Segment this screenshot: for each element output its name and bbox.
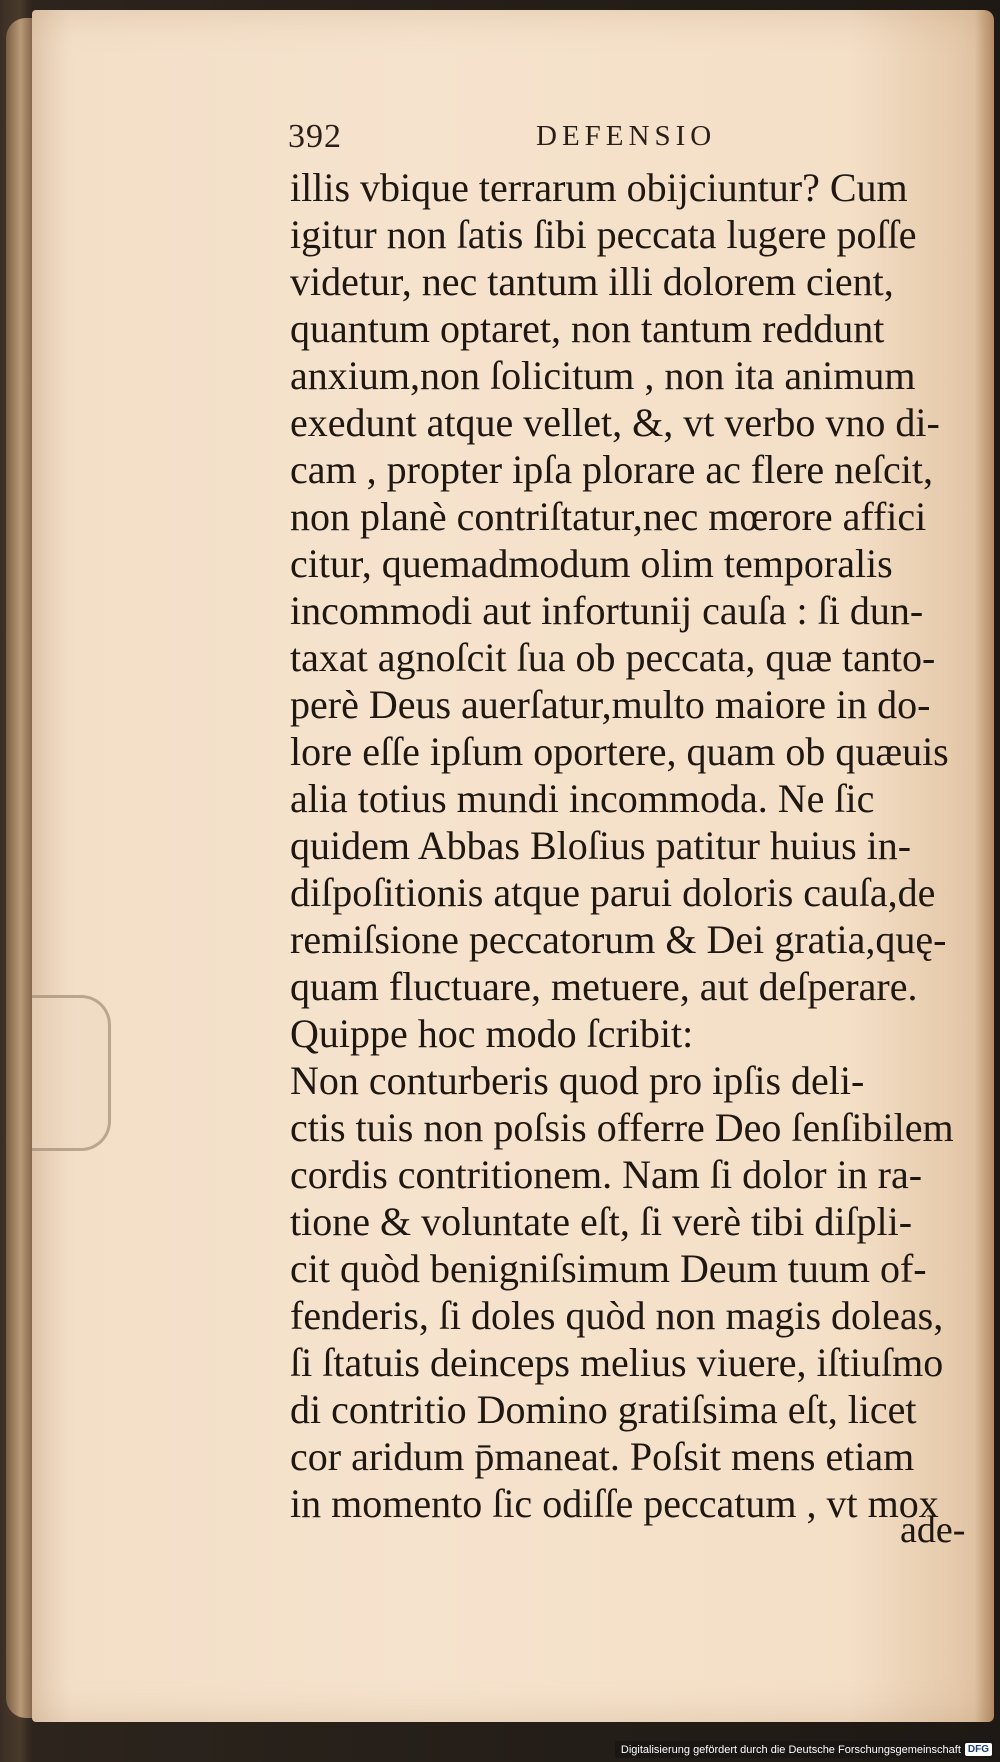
text-line: non planè contriſtatur,nec mœrore affici (290, 494, 927, 539)
text-line: illis vbique terrarum obijciuntur? Cum (290, 165, 908, 210)
digitization-credit (615, 1741, 994, 1758)
body-text (290, 164, 980, 1527)
text-line: incommodi aut infortunij cauſa : ſi dun- (290, 588, 924, 633)
text-line: ctis tuis non poſsis offerre Deo ſenſibilem (290, 1105, 954, 1150)
credit-text: Digitalisierung gefördert durch die Deutsche Forschungsgemeinschaft (620, 1743, 961, 1756)
text-line: anxium,non ſolicitum , non ita animum (290, 353, 916, 398)
text-line: exedunt atque vellet, &, vt verbo vno di- (290, 400, 940, 445)
text-line: cordis contritionem. Nam ſi dolor in ra- (290, 1152, 923, 1197)
catchword: ade- (900, 1509, 966, 1551)
dfg-logo: DFG (965, 1743, 992, 1756)
text-line: perè Deus auerſatur,multo maiore in do- (290, 682, 931, 727)
text-line: cam , propter ipſa plorare ac flere neſcit, (290, 447, 933, 492)
text-line: quidem Abbas Bloſius patitur huius in- (290, 823, 912, 868)
text-line: ſi ſtatuis deinceps melius viuere, iſtiuſmo (290, 1340, 944, 1385)
text-line: di contritio Domino gratiſsima eſt, licet (290, 1387, 917, 1432)
text-line: quam fluctuare, metuere, aut deſperare. (290, 964, 918, 1009)
text-line: quantum optaret, non tantum reddunt (290, 306, 885, 351)
text-line: remiſsione peccatorum & Dei gratia,quę- (290, 917, 947, 962)
text-line: videtur, nec tantum illi dolorem cient, (290, 259, 894, 304)
text-line: in momento ſic odiſſe peccatum , vt mox (290, 1481, 939, 1526)
page-clip (32, 995, 111, 1151)
text-line: citur, quemadmodum olim temporalis (290, 541, 893, 586)
text-line: igitur non ſatis ſibi peccata lugere poſſe (290, 212, 917, 257)
text-line: cit quòd benigniſsimum Deum tuum of- (290, 1246, 927, 1291)
text-line: fenderis, ſi doles quòd non magis doleas, (290, 1293, 944, 1338)
page-number: 392 (288, 118, 342, 155)
text-line: Quippe hoc modo ſcribit: (290, 1011, 694, 1056)
page-header (288, 118, 908, 158)
text-line: cor aridum p̄maneat. Poſsit mens etiam (290, 1434, 915, 1479)
text-line: taxat agnoſcit ſua ob peccata, quæ tanto- (290, 635, 936, 680)
text-line: Non conturberis quod pro ipſis deli- (290, 1058, 865, 1103)
text-line: tione & voluntate eſt, ſi verè tibi diſpli- (290, 1199, 913, 1244)
text-line: alia totius mundi incommoda. Ne ſic (290, 776, 875, 821)
text-line: lore eſſe ipſum oportere, quam ob quæuis (290, 729, 949, 774)
text-line: diſpoſitionis atque parui doloris cauſa,de (290, 870, 936, 915)
running-head: DEFENSIO (536, 120, 717, 152)
